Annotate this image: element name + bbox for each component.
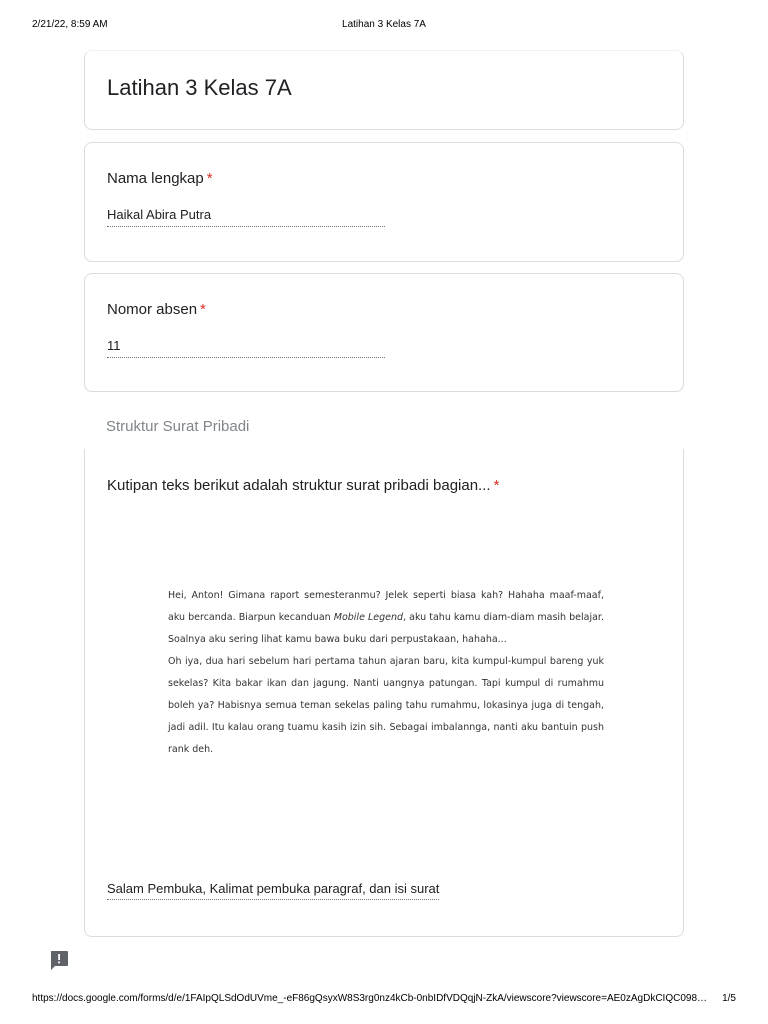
question-card-nama (84, 142, 684, 262)
question-text: Nama lengkap (107, 170, 204, 187)
form-title: Latihan 3 Kelas 7A (107, 75, 292, 100)
question-card-absen (84, 273, 684, 392)
feedback-icon (49, 950, 69, 972)
print-footer-page: 1/5 (722, 993, 736, 1004)
required-asterisk: * (200, 301, 206, 318)
answer-absen: 11 (107, 338, 385, 358)
question-label-absen (107, 301, 206, 318)
print-header-datetime: 2/21/22, 8:59 AM (32, 19, 108, 30)
answer-struktur: Salam Pembuka, Kalimat pembuka paragraf, dan isi surat (107, 881, 439, 900)
letter-excerpt-image (168, 585, 604, 761)
feedback-button[interactable] (49, 950, 69, 972)
form-title-card (84, 50, 684, 130)
question-label-nama (107, 170, 213, 187)
excerpt-italic: Mobile Legend (333, 612, 404, 623)
excerpt-text: , aku tahu kamu diam-diam masih belajar. Soalnya aku sering lihat kamu bawa buku dari perpustakaan, hahaha... (168, 612, 604, 645)
question-text: Nomor absen (107, 301, 198, 318)
excerpt-paragraph-1 (168, 585, 604, 651)
required-asterisk: * (493, 477, 500, 494)
print-footer-url: https://docs.google.com/forms/d/e/1FAIpQLSdOdUVme_-eF86gQsyxW8S3rg0nz4kCb-0nbIDfVDQqjN-ZkA/viewscore?viewscore=AE0zAgDkCIQC098… (32, 993, 707, 1004)
question-label-struktur (107, 477, 499, 494)
required-asterisk: * (206, 170, 213, 187)
excerpt-paragraph-2: Oh iya, dua hari sebelum hari pertama tahun ajaran baru, kita kumpul-kumpul bareng yuk sekelas? Kita bakar ikan dan jagung. Nanti uangnya patungan. Tapi kumpul di rumahmu boleh ya? Habisnya semua teman sekelas paling tahu rumahmu, lokasinya juga di tengah, jadi adil. Itu kalau orang tuamu kasih izin sih. Sebagai imbalannga, nanti aku bantuin push rank deh. (168, 656, 604, 755)
question-card-struktur (84, 449, 684, 937)
section-title: Struktur Surat Pribadi (106, 418, 250, 435)
answer-nama: Haikal Abira Putra (107, 207, 385, 227)
question-text: Kutipan teks berikut adalah struktur surat pribadi bagian... (107, 477, 491, 494)
print-header-title: Latihan 3 Kelas 7A (342, 19, 426, 30)
excerpt-text: Hei, Anton! Gimana raport semesteranmu? Jelek seperti biasa kah? Hahaha maaf-maaf, aku bercanda. Biarpun kecanduan (168, 590, 604, 623)
